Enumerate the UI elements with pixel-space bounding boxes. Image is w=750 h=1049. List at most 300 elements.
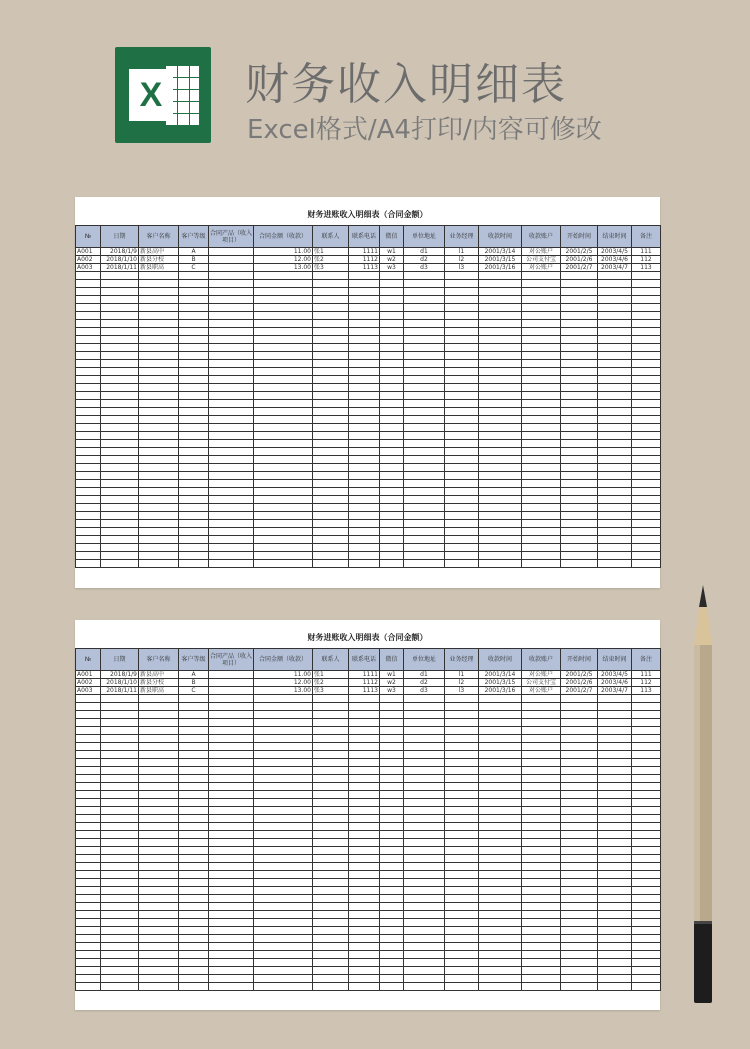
table-cell (632, 392, 661, 400)
table-cell (209, 903, 254, 911)
table-cell (380, 536, 404, 544)
table-cell (445, 727, 479, 735)
table-cell (598, 352, 632, 360)
table-cell (522, 328, 561, 336)
table-cell (349, 520, 380, 528)
table-cell (404, 288, 445, 296)
table-cell (598, 280, 632, 288)
table-cell (139, 560, 179, 568)
table-cell: 1112 (349, 256, 380, 264)
table-cell (598, 416, 632, 424)
table-cell (380, 735, 404, 743)
table-cell (139, 320, 179, 328)
table-cell (445, 943, 479, 951)
table-cell (179, 496, 209, 504)
table-cell (76, 879, 101, 887)
table-cell (179, 975, 209, 983)
table-cell (404, 384, 445, 392)
table-cell (404, 272, 445, 280)
table-row (76, 775, 661, 783)
table-cell (445, 935, 479, 943)
table-cell (479, 847, 522, 855)
table-cell (254, 320, 313, 328)
table-cell (76, 735, 101, 743)
table-cell (632, 544, 661, 552)
table-cell (380, 368, 404, 376)
table-cell (479, 496, 522, 504)
table-cell (209, 392, 254, 400)
table-cell (598, 983, 632, 991)
table-cell (349, 823, 380, 831)
table-cell (349, 296, 380, 304)
table-cell (561, 296, 598, 304)
table-cell (209, 935, 254, 943)
table-cell: 13.00 (254, 264, 313, 272)
table-cell (404, 919, 445, 927)
table-cell: 111 (632, 248, 661, 256)
table-cell (254, 855, 313, 863)
table-cell (76, 799, 101, 807)
table-cell (139, 384, 179, 392)
table-cell (76, 967, 101, 975)
table-cell: 新县分校 (139, 256, 179, 264)
table-cell (209, 879, 254, 887)
table-cell (561, 911, 598, 919)
table-cell (404, 935, 445, 943)
table-cell (101, 280, 139, 288)
table-cell (313, 280, 349, 288)
table-cell (313, 983, 349, 991)
table-cell (254, 336, 313, 344)
table-cell (380, 512, 404, 520)
table-cell (313, 871, 349, 879)
table-row (76, 440, 661, 448)
table-cell (445, 887, 479, 895)
table-cell (561, 344, 598, 352)
table-cell (404, 863, 445, 871)
table-cell: l3 (445, 264, 479, 272)
table-cell (522, 440, 561, 448)
table-cell (313, 727, 349, 735)
column-header: 客户名称 (139, 649, 179, 671)
column-header: 收款账户 (522, 649, 561, 671)
table-cell (522, 983, 561, 991)
table-cell (139, 967, 179, 975)
table-cell (139, 392, 179, 400)
table-cell (522, 919, 561, 927)
table-row (76, 536, 661, 544)
table-cell (313, 831, 349, 839)
table-row (76, 368, 661, 376)
table-cell (349, 871, 380, 879)
table-cell (380, 895, 404, 903)
table-cell (522, 959, 561, 967)
table-cell (479, 456, 522, 464)
table-row (76, 719, 661, 727)
table-row (76, 480, 661, 488)
table-cell (254, 360, 313, 368)
table-cell (139, 288, 179, 296)
table-cell (632, 360, 661, 368)
table-row (76, 336, 661, 344)
table-cell (380, 799, 404, 807)
table-cell (561, 743, 598, 751)
table-row (76, 743, 661, 751)
table-cell (445, 464, 479, 472)
table-cell (209, 400, 254, 408)
table-cell (380, 440, 404, 448)
table-cell (254, 887, 313, 895)
table-cell (313, 823, 349, 831)
table-cell (598, 847, 632, 855)
table-cell (209, 839, 254, 847)
table-cell (380, 983, 404, 991)
table-cell (179, 967, 209, 975)
table-cell (522, 560, 561, 568)
table-cell (380, 288, 404, 296)
table-cell (404, 536, 445, 544)
table-cell: 2003/4/5 (598, 248, 632, 256)
table-cell (139, 831, 179, 839)
table-cell (445, 320, 479, 328)
table-cell (101, 831, 139, 839)
table-cell (313, 360, 349, 368)
table-cell (179, 871, 209, 879)
table-cell (349, 967, 380, 975)
table-row (76, 943, 661, 951)
table-cell (598, 456, 632, 464)
table-cell (76, 456, 101, 464)
table-cell (632, 320, 661, 328)
table-cell (209, 312, 254, 320)
table-cell (313, 552, 349, 560)
table-cell (522, 847, 561, 855)
table-cell (101, 408, 139, 416)
table-cell (598, 711, 632, 719)
table-cell (632, 927, 661, 935)
table-cell (254, 951, 313, 959)
table-cell (76, 432, 101, 440)
table-cell (139, 336, 179, 344)
table-cell (404, 296, 445, 304)
table-cell: 2018/1/11 (101, 264, 139, 272)
table-cell (254, 416, 313, 424)
table-cell (404, 903, 445, 911)
table-cell (139, 847, 179, 855)
table-cell (101, 440, 139, 448)
table-cell (380, 903, 404, 911)
table-cell (254, 807, 313, 815)
table-cell (445, 919, 479, 927)
table-cell (632, 919, 661, 927)
table-cell (179, 536, 209, 544)
table-cell (179, 288, 209, 296)
table-cell (479, 703, 522, 711)
table-cell (349, 400, 380, 408)
table-cell (209, 352, 254, 360)
table-cell (209, 783, 254, 791)
table-cell (598, 927, 632, 935)
table-cell (139, 791, 179, 799)
table-cell (101, 719, 139, 727)
table-cell (313, 935, 349, 943)
table-cell (76, 328, 101, 336)
table-cell (380, 336, 404, 344)
table-cell (404, 360, 445, 368)
table-cell (445, 360, 479, 368)
table-cell (254, 392, 313, 400)
table-cell (522, 272, 561, 280)
table-cell (561, 536, 598, 544)
table-header-row (76, 226, 661, 248)
table-cell (349, 895, 380, 903)
table-cell (522, 312, 561, 320)
table-cell (254, 560, 313, 568)
table-cell (445, 408, 479, 416)
table-cell (179, 560, 209, 568)
table-cell (632, 304, 661, 312)
table-cell (561, 432, 598, 440)
table-cell (254, 759, 313, 767)
table-cell (101, 975, 139, 983)
table-cell (445, 967, 479, 975)
table-row (76, 703, 661, 711)
table-cell (561, 959, 598, 967)
table-cell (349, 695, 380, 703)
table-cell (479, 336, 522, 344)
table-cell (139, 408, 179, 416)
table-cell (479, 783, 522, 791)
table-cell (598, 887, 632, 895)
table-cell (445, 432, 479, 440)
table-cell (632, 935, 661, 943)
table-cell (522, 544, 561, 552)
table-cell (380, 520, 404, 528)
table-cell (404, 456, 445, 464)
table-cell (404, 368, 445, 376)
table-cell (522, 935, 561, 943)
table-cell (380, 480, 404, 488)
table-cell (380, 496, 404, 504)
table-cell (254, 536, 313, 544)
table-cell (179, 887, 209, 895)
table-cell (254, 384, 313, 392)
table-cell: d3 (404, 687, 445, 695)
table-cell (209, 983, 254, 991)
table-cell (479, 272, 522, 280)
table-cell (632, 815, 661, 823)
table-cell (349, 448, 380, 456)
table-cell (179, 855, 209, 863)
table-cell (139, 552, 179, 560)
table-row (76, 376, 661, 384)
table-cell (209, 368, 254, 376)
table-cell (139, 863, 179, 871)
table-cell (179, 416, 209, 424)
table-cell (101, 927, 139, 935)
table-cell (561, 312, 598, 320)
column-header: 微信 (380, 649, 404, 671)
table-cell (522, 528, 561, 536)
table-cell (479, 911, 522, 919)
table-cell: d2 (404, 679, 445, 687)
table-cell (445, 927, 479, 935)
table-header-row (76, 649, 661, 671)
table-cell (313, 504, 349, 512)
table-cell (445, 536, 479, 544)
table-cell (380, 959, 404, 967)
table-row (76, 504, 661, 512)
table-cell (76, 719, 101, 727)
table-cell (632, 440, 661, 448)
table-cell (76, 528, 101, 536)
table-cell (598, 831, 632, 839)
table-cell (598, 448, 632, 456)
table-cell (479, 951, 522, 959)
table-cell (404, 791, 445, 799)
table-cell (380, 887, 404, 895)
table-cell (522, 975, 561, 983)
table-cell (479, 504, 522, 512)
table-cell (139, 855, 179, 863)
table-cell (445, 807, 479, 815)
table-cell (76, 288, 101, 296)
table-cell: 2001/3/15 (479, 679, 522, 687)
table-cell (179, 791, 209, 799)
table-cell (632, 504, 661, 512)
table-cell (179, 304, 209, 312)
table-cell (254, 424, 313, 432)
table-cell (632, 959, 661, 967)
table-cell (179, 352, 209, 360)
table-cell (209, 911, 254, 919)
table-cell (76, 903, 101, 911)
table-cell (179, 943, 209, 951)
table-cell (561, 360, 598, 368)
table-cell (139, 703, 179, 711)
table-cell (380, 464, 404, 472)
table-cell (632, 775, 661, 783)
table-cell (380, 360, 404, 368)
table-cell (139, 448, 179, 456)
table-cell (179, 376, 209, 384)
table-cell (139, 488, 179, 496)
table-cell (254, 488, 313, 496)
table-cell (139, 344, 179, 352)
table-cell (254, 975, 313, 983)
table-cell (561, 919, 598, 927)
table-cell (349, 416, 380, 424)
table-cell (479, 424, 522, 432)
table-cell (76, 360, 101, 368)
table-cell (313, 799, 349, 807)
table-cell (598, 879, 632, 887)
table-cell (254, 376, 313, 384)
table-cell (254, 791, 313, 799)
table-cell (179, 384, 209, 392)
table-cell (479, 416, 522, 424)
table-cell (179, 863, 209, 871)
table-cell (632, 368, 661, 376)
table-row (76, 312, 661, 320)
table-cell (380, 400, 404, 408)
table-row (76, 847, 661, 855)
table-cell (101, 560, 139, 568)
table-cell (179, 695, 209, 703)
table-cell (139, 480, 179, 488)
table-cell (479, 967, 522, 975)
table-cell (209, 791, 254, 799)
table-cell (479, 927, 522, 935)
table-cell (101, 336, 139, 344)
table-cell (209, 296, 254, 304)
table-cell (479, 448, 522, 456)
table-cell: B (179, 256, 209, 264)
table-cell (209, 695, 254, 703)
table-cell (101, 416, 139, 424)
table-cell (101, 759, 139, 767)
table-cell (598, 935, 632, 943)
table-cell (380, 544, 404, 552)
table-cell (349, 759, 380, 767)
table-row (76, 935, 661, 943)
table-cell (561, 408, 598, 416)
table-cell (445, 855, 479, 863)
table-cell (479, 560, 522, 568)
table-cell: 11.00 (254, 671, 313, 679)
table-cell (445, 959, 479, 967)
column-header: 日期 (101, 649, 139, 671)
table-cell (561, 552, 598, 560)
table-cell (313, 759, 349, 767)
table-cell (313, 887, 349, 895)
table-cell (179, 504, 209, 512)
table-cell (139, 983, 179, 991)
table-cell (632, 863, 661, 871)
table-cell (522, 456, 561, 464)
table-row (76, 759, 661, 767)
table-cell (561, 328, 598, 336)
table-cell (254, 767, 313, 775)
table-cell (479, 807, 522, 815)
table-cell (561, 472, 598, 480)
table-row (76, 679, 661, 687)
table-row (76, 256, 661, 264)
table-cell (380, 352, 404, 360)
table-cell: 11.00 (254, 248, 313, 256)
table-cell (479, 432, 522, 440)
table-cell (209, 951, 254, 959)
table-cell (561, 480, 598, 488)
table-cell (179, 368, 209, 376)
table-cell (561, 512, 598, 520)
table-cell (404, 983, 445, 991)
table-cell (598, 560, 632, 568)
table-cell (380, 975, 404, 983)
table-cell (404, 544, 445, 552)
table-cell (76, 448, 101, 456)
table-cell (313, 544, 349, 552)
table-cell (313, 304, 349, 312)
table-cell (598, 751, 632, 759)
table-cell (209, 424, 254, 432)
table-cell (76, 935, 101, 943)
table-cell (179, 456, 209, 464)
table-cell (380, 775, 404, 783)
table-cell (479, 887, 522, 895)
table-cell (209, 288, 254, 296)
table-cell (179, 919, 209, 927)
